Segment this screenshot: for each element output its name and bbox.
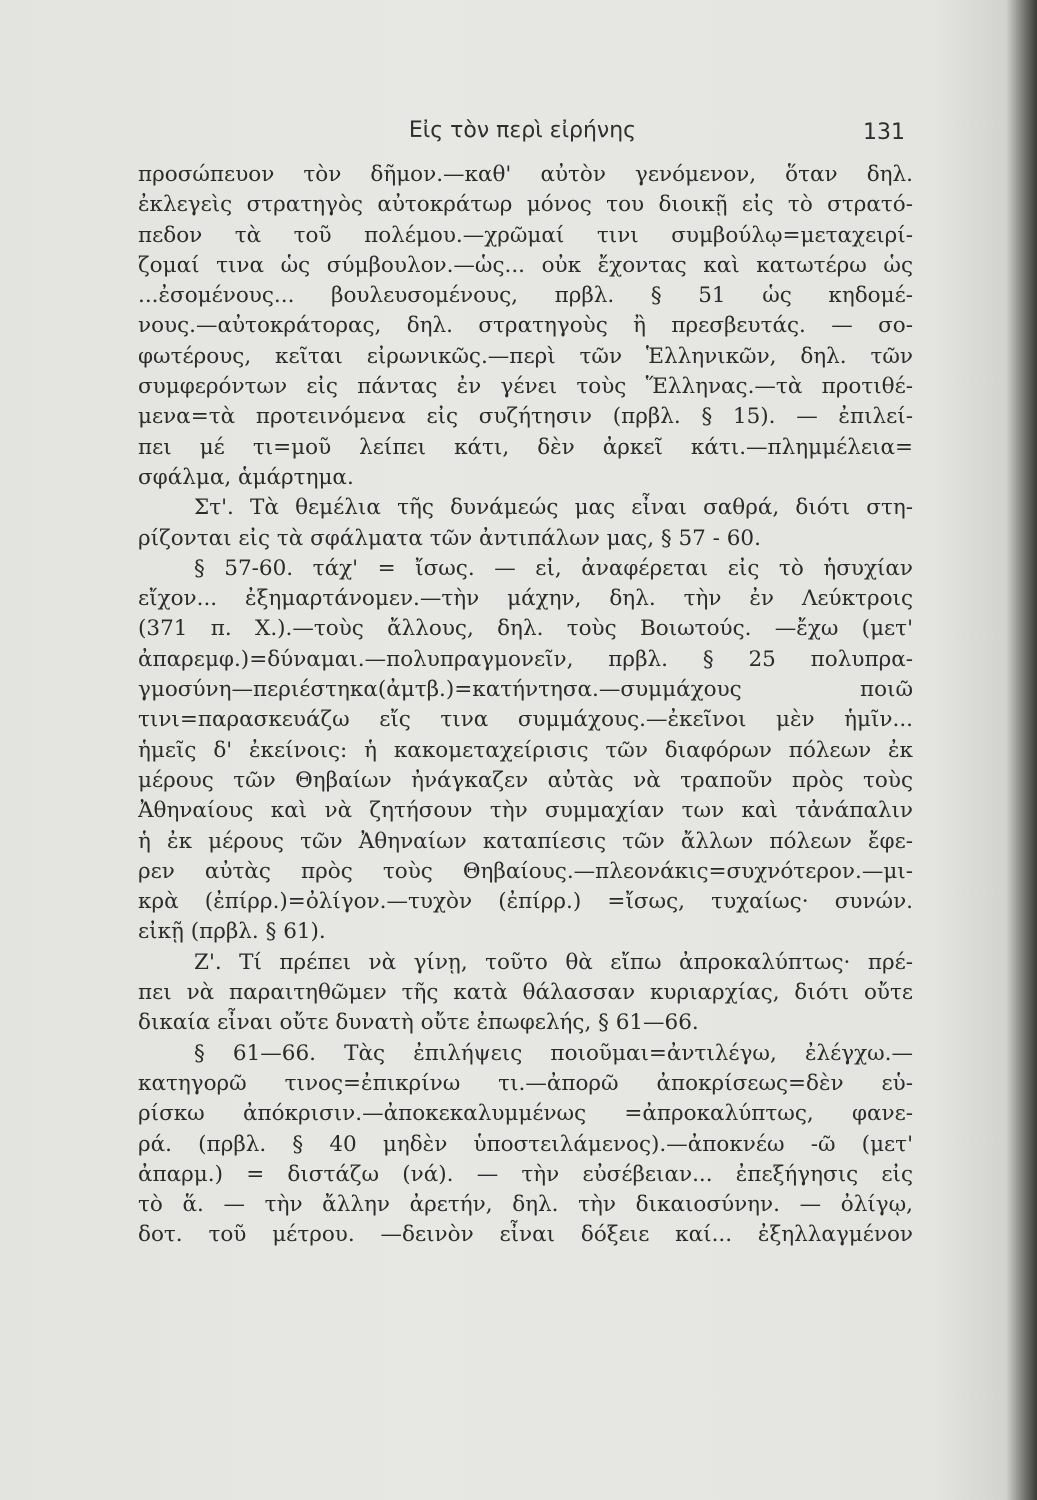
running-title: Εἰς τὸν περὶ εἰρήνης xyxy=(408,118,637,143)
section-heading-line: Στ'. Τὰ θεμέλια τῆς δυνάμεώς μας εἶναι σαθρά, διότι στη- xyxy=(194,495,913,521)
text-line: ρεν αὐτὰς πρὸς τοὺς Θηβαίους.—πλεονάκις=συχνότερον.—μι- xyxy=(138,858,913,884)
text-line: προσώπευον τὸν δῆμον.—καθ' αὐτὸν γενόμενον, ὅταν δηλ. xyxy=(138,162,913,187)
text-line: τινι=παρασκευάζω εἴς τινα συμμάχους.—ἐκεῖνοι μὲν ἡμῖν... xyxy=(138,707,913,733)
text-line: ρίσκω ἀπόκρισιν.—ἀποκεκαλυμμένως =ἀπροκαλύπτως, φανε- xyxy=(138,1101,913,1127)
text-line: μέρους τῶν Θηβαίων ἠνάγκαζεν αὐτὰς νὰ τραποῦν πρὸς τοὺς xyxy=(138,767,913,793)
text-line: κρὰ (ἐπίρρ.)=ὀλίγον.—τυχὸν (ἐπίρρ.) =ἴσως, τυχαίως· συνών. xyxy=(138,889,913,915)
text-line: δικαία εἶναι οὔτε δυνατὴ οὔτε ἐπωφελής, § 61—66. xyxy=(138,1010,699,1036)
text-line: πει νὰ παραιτηθῶμεν τῆς κατὰ θάλασσαν κυριαρχίας, διότι οὔτε xyxy=(138,980,913,1006)
text-line: νους.—αὐτοκράτορας, δηλ. στρατηγοὺς ἢ πρεσβευτάς. — σο- xyxy=(138,313,913,339)
text-line: ἀπαρεμφ.)=δύναμαι.—πολυπραγμονεῖν, πρβλ. § 25 πολυπρα- xyxy=(138,646,913,672)
text-line: φωτέρους, κεῖται εἰρωνικῶς.—περὶ τῶν Ἑλληνικῶν, δηλ. τῶν xyxy=(138,343,913,369)
text-line: σφάλμα, ἁμάρτημα. xyxy=(138,464,354,490)
text-line: εἴχον... ἐξημαρτάνομεν.—τὴν μάχην, δηλ. τὴν ἐν Λεύκτροις xyxy=(138,586,913,612)
text-line: γμοσύνη—περιέστηκα(ἀμτβ.)=κατήντησα.—συμμάχους ποιῶ xyxy=(138,677,913,703)
text-line: ζομαί τινα ὡς σύμβουλον.—ὡς... οὐκ ἔχοντας καὶ κατωτέρω ὡς xyxy=(138,252,913,278)
running-header xyxy=(140,118,905,154)
text-line: δοτ. τοῦ μέτρου. —δεινὸν εἶναι δόξειε καί... ἐξηλλαγμένον xyxy=(138,1222,913,1248)
commentary-text xyxy=(138,160,913,1251)
text-line: Ἀθηναίους καὶ νὰ ζητήσουν τὴν συμμαχίαν των καὶ τἀνάπαλιν xyxy=(138,798,913,824)
text-line: ρίζονται εἰς τὰ σφάλματα τῶν ἀντιπάλων μας, § 57 - 60. xyxy=(138,525,761,551)
text-line: ...ἐσομένους... βουλευσομένους, πρβλ. § 51 ὡς κηδομέ- xyxy=(138,283,913,309)
text-line: ρά. (πρβλ. § 40 μηδὲν ὑποστειλάμενος).—ἀποκνέω -ῶ (μετ' xyxy=(138,1131,913,1157)
text-line: (371 π. Χ.).—τοὺς ἄλλους, δηλ. τοὺς Βοιωτούς. —ἔχω (μετ' xyxy=(138,616,913,642)
text-line: μενα=τὰ προτεινόμενα εἰς συζήτησιν (πρβλ. § 15). — ἐπιλεί- xyxy=(138,404,913,430)
section-heading-line: Ζ'. Τί πρέπει νὰ γίνῃ, τοῦτο θὰ εἴπω ἀπροκαλύπτως· πρέ- xyxy=(194,949,913,975)
text-line: ἡμεῖς δ' ἐκείνοις: ἡ κακομεταχείρισις τῶν διαφόρων πόλεων ἐκ xyxy=(138,737,913,763)
text-line: πεδον τὰ τοῦ πολέμου.—χρῶμαί τινι συμβούλῳ=μεταχειρί- xyxy=(138,222,913,248)
text-line: ἡ ἐκ μέρους τῶν Ἀθηναίων καταπίεσις τῶν ἄλλων πόλεων ἔφε- xyxy=(138,828,913,854)
page-number: 131 xyxy=(863,120,905,145)
text-line: § 57-60. τάχ' = ἴσως. — εἰ, ἀναφέρεται εἰς τὸ ἡσυχίαν xyxy=(194,555,913,581)
text-line: κατηγορῶ τινος=ἐπικρίνω τι.—ἀπορῶ ἀποκρίσεως=δὲν εὑ- xyxy=(138,1070,913,1096)
text-line: πει μέ τι=μοῦ λείπει κάτι, δὲν ἀρκεῖ κάτι.—πλημμέλεια= xyxy=(138,434,913,460)
text-line: ἐκλεγεὶς στρατηγὸς αὐτοκράτωρ μόνος του διοικῇ εἰς τὸ στρατό- xyxy=(138,192,913,218)
text-line: § 61—66. Τὰς ἐπιλήψεις ποιοῦμαι=ἀντιλέγω, ἐλέγχω.— xyxy=(194,1040,913,1066)
text-line: εἰκῇ (πρβλ. § 61). xyxy=(138,919,326,945)
text-line: ἀπαρμ.) = διστάζω (νά). — τὴν εὐσέβειαν... ἐπεξήγησις εἰς xyxy=(138,1161,913,1187)
text-line: συμφερόντων εἰς πάντας ἐν γένει τοὺς Ἕλληνας.—τὰ προτιθέ- xyxy=(138,374,913,400)
text-line: τὸ ἅ. — τὴν ἄλλην ἀρετήν, δηλ. τὴν δικαιοσύνην. — ὀλίγῳ, xyxy=(138,1192,913,1218)
